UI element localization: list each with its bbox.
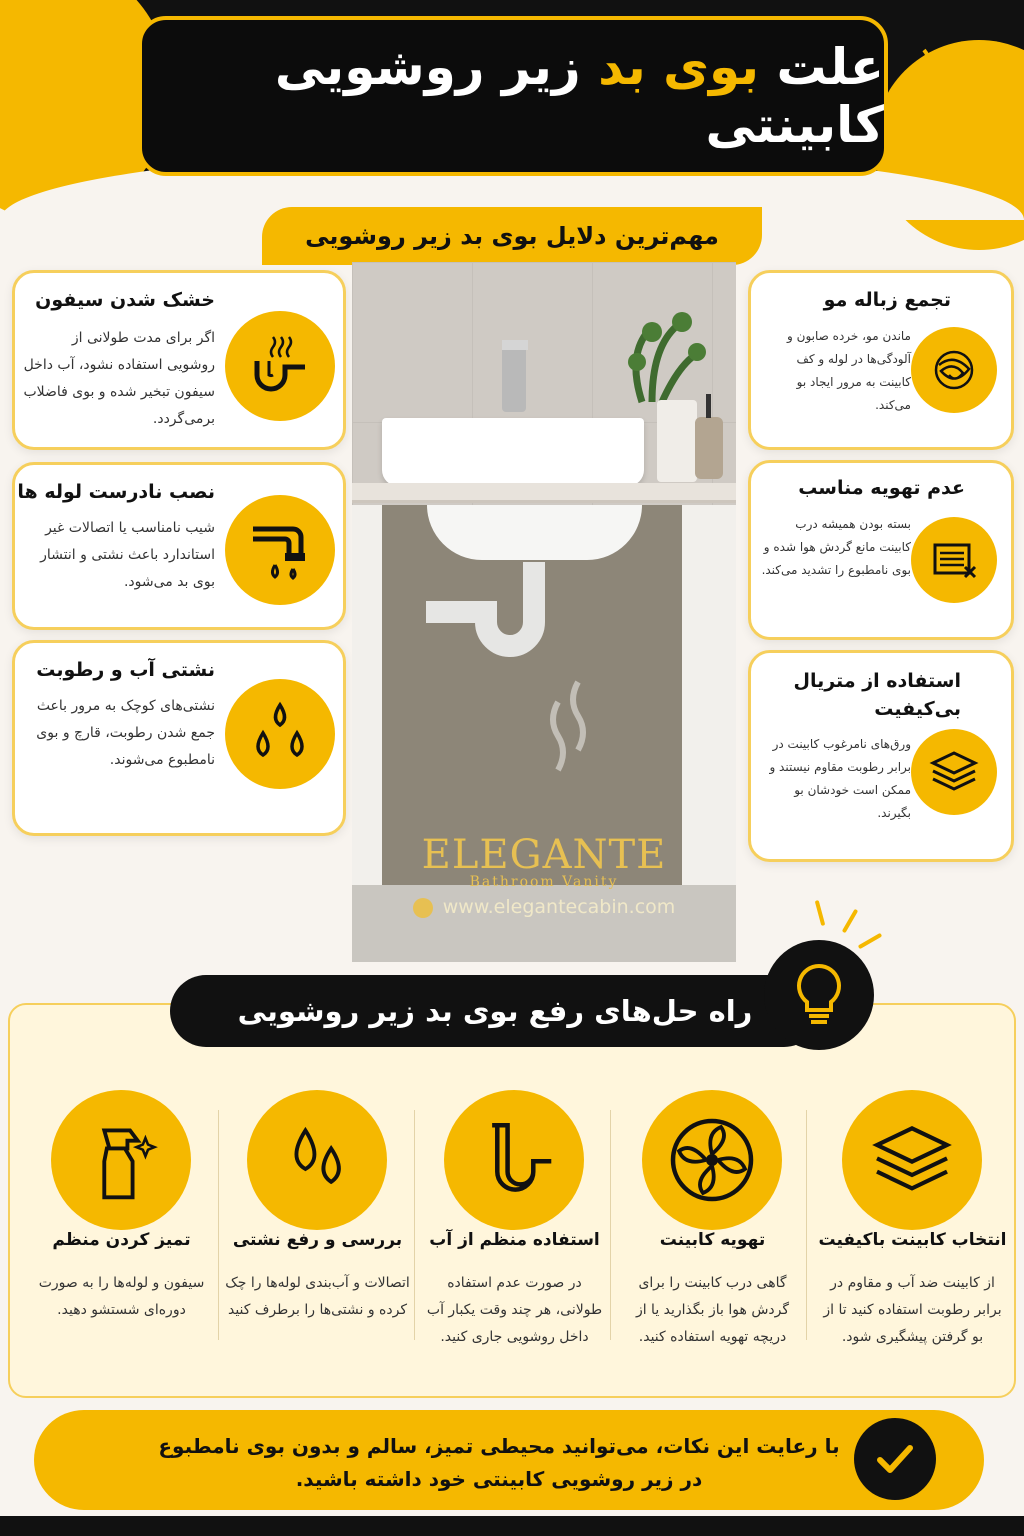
page-title bbox=[142, 38, 884, 154]
brand-tagline: Bathroom Vanity bbox=[469, 874, 619, 890]
footer-banner bbox=[34, 1410, 984, 1510]
siphon-pipe-icon bbox=[444, 1090, 584, 1230]
hair-clump-icon bbox=[911, 327, 997, 413]
leaking-pipe-icon bbox=[225, 495, 335, 605]
fan-icon bbox=[642, 1090, 782, 1230]
solution-regular-cleaning bbox=[24, 1090, 219, 1380]
page-title-box bbox=[138, 16, 888, 176]
cause-title: عدم تهویه مناسب bbox=[798, 477, 965, 499]
brand-name: ELEGANTE bbox=[421, 832, 667, 878]
spray-bottle-icon bbox=[51, 1090, 191, 1230]
water-drops-icon bbox=[247, 1090, 387, 1230]
cause-text: اگر برای مدت طولانی از روشویی استفاده نشود، آب داخل سیفون تبخیر شده و بوی فاضلاب برمی‌گردد. bbox=[23, 330, 215, 427]
layered-boards-icon bbox=[842, 1090, 982, 1230]
odor-wave-right-icon bbox=[914, 40, 958, 160]
cause-card-pipe-install bbox=[12, 462, 346, 630]
solution-title: تمیز کردن منظم bbox=[52, 1230, 191, 1250]
solution-quality-cabinet bbox=[815, 1090, 1010, 1380]
solution-text: اتصالات و آب‌بندی لوله‌ها را چک کرده و نشتی‌ها را برطرف کنید bbox=[225, 1275, 410, 1318]
cause-text: بسته بودن همیشه درب کابینت مانع گردش هوا شده و بوی نامطبوع را تشدید می‌کند. bbox=[761, 517, 911, 577]
causes-heading-banner bbox=[262, 207, 762, 265]
solution-text: در صورت عدم استفاده طولانی، هر چند وقت یکبار آب داخل روشویی جاری کنید. bbox=[426, 1275, 603, 1345]
cause-text: ماندن مو، خرده صابون و آلودگی‌ها در لوله و کف کابینت به مرور ایجاد بو می‌کند. bbox=[787, 329, 911, 412]
cause-text: نشتی‌های کوچک به مرور باعث جمع شدن رطوبت، قارچ و بوی نامطبوع می‌شوند. bbox=[36, 698, 215, 768]
solutions-heading: راه حل‌های رفع بوی بد زیر روشویی bbox=[237, 994, 753, 1028]
title-part-1: علت bbox=[776, 38, 884, 96]
cause-card-hair bbox=[748, 270, 1014, 450]
solution-regular-water bbox=[417, 1090, 612, 1380]
cause-title: نشتی آب و رطوبت bbox=[36, 659, 215, 681]
solutions-heading-banner bbox=[170, 975, 820, 1047]
solution-text: گاهی درب کابینت را برای گردش هوا باز بگذارید یا از دریچه تهویه استفاده کنید. bbox=[635, 1275, 790, 1345]
solution-title: انتخاب کابینت باکیفیت bbox=[818, 1230, 1007, 1250]
cause-text: ورق‌های نامرغوب کابینت در برابر رطوبت مقاوم نیستند و ممکن است خودشان بو بگیرند. bbox=[769, 737, 911, 820]
solution-ventilation bbox=[615, 1090, 810, 1380]
cause-card-dry-siphon bbox=[12, 270, 346, 450]
title-part-2: زیر روشویی کابینتی bbox=[274, 38, 884, 154]
cause-card-water-leak bbox=[12, 640, 346, 836]
solution-title: بررسی و رفع نشتی bbox=[232, 1230, 403, 1250]
bulb-ray bbox=[815, 900, 826, 926]
solution-text: از کابینت ضد آب و مقاوم در برابر رطوبت استفاده کنید تا از بو گرفتن پیشگیری شود. bbox=[823, 1275, 1002, 1345]
solution-text: سیفون و لوله‌ها را به صورت دوره‌ای شستشو دهید. bbox=[38, 1275, 205, 1318]
solution-fix-leaks bbox=[220, 1090, 415, 1380]
brand-watermark bbox=[352, 832, 736, 918]
brand-website-row bbox=[352, 896, 736, 918]
cause-title: نصب نادرست لوله ها bbox=[17, 481, 215, 503]
blocked-vent-icon bbox=[911, 517, 997, 603]
odor-wave-left-icon bbox=[86, 40, 130, 160]
checkmark-icon bbox=[854, 1418, 936, 1500]
solution-title: استفاده منظم از آب bbox=[429, 1230, 600, 1250]
cause-card-material bbox=[748, 650, 1014, 862]
cause-title: استفاده از متریال بی‌کیفیت bbox=[793, 670, 961, 720]
title-highlight: بوی بد bbox=[598, 38, 760, 96]
solution-title: تهویه کابینت bbox=[659, 1230, 766, 1250]
cause-card-ventilation bbox=[748, 460, 1014, 640]
vanity-photo bbox=[352, 262, 736, 962]
cause-title: تجمع زباله مو bbox=[823, 289, 951, 311]
bulb-ray bbox=[842, 909, 858, 934]
cause-text: شیب نامناسب یا اتصالات غیر استاندارد باعث نشتی و انتشار بوی بد می‌شود. bbox=[40, 520, 215, 590]
siphon-steam-icon bbox=[225, 311, 335, 421]
bulb-ray bbox=[858, 933, 883, 949]
layered-boards-icon bbox=[911, 729, 997, 815]
globe-icon bbox=[413, 898, 433, 918]
brand-website[interactable]: www.elegantecabin.com bbox=[442, 896, 676, 918]
footer-strip bbox=[0, 1516, 1024, 1536]
water-drops-icon bbox=[225, 679, 335, 789]
causes-heading: مهم‌ترین دلایل بوی بد زیر روشویی bbox=[305, 222, 719, 250]
cause-title: خشک شدن سیفون bbox=[35, 289, 215, 311]
footer-text: با رعایت این نکات، می‌توانید محیطی تمیز، سالم و بدون بوی نامطبوع در زیر روشویی کابینتی خود داشته باشید. bbox=[158, 1434, 840, 1491]
lightbulb-icon bbox=[764, 940, 874, 1050]
